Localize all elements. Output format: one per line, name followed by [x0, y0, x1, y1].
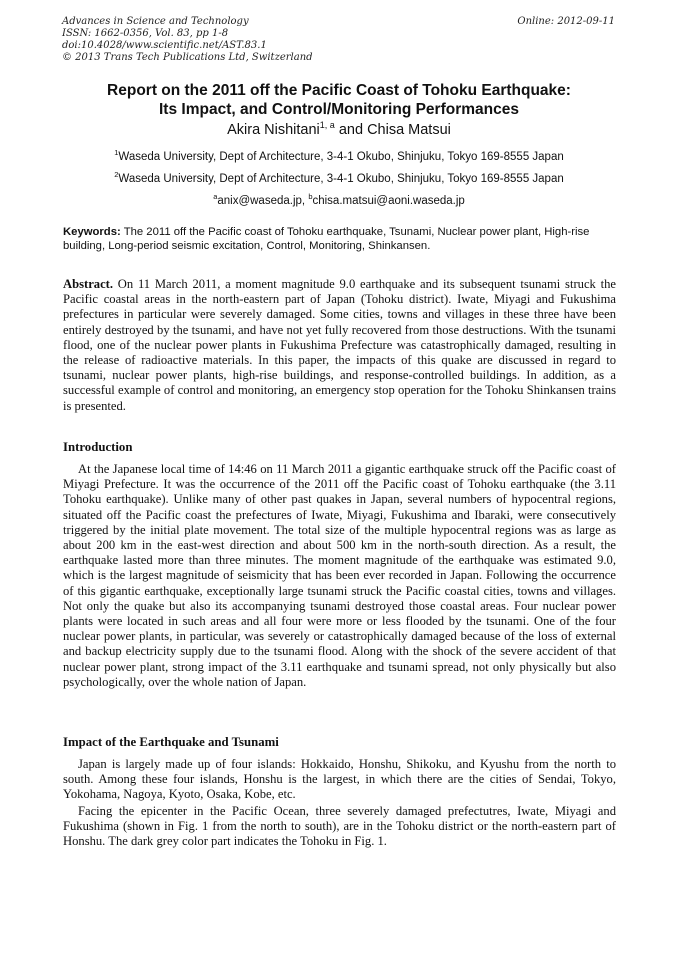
title-line-1: Report on the 2011 off the Pacific Coast of Tohoku Earthquake:: [107, 82, 571, 99]
issn: ISSN: 1662-0356, Vol. 83, pp 1-8: [62, 28, 229, 39]
copyright: © 2013 Trans Tech Publications Ltd, Switzerland: [62, 52, 313, 63]
email-b[interactable]: chisa.matsui@aoni.waseda.jp: [312, 195, 465, 207]
section-heading-introduction: Introduction: [63, 440, 133, 454]
abstract-label: Abstract.: [63, 277, 114, 291]
impact-paragraph-1: Japan is largely made up of four islands: Hokkaido, Honshu, Shikoku, and Kyushu from the north to south. Among these four islands, Honshu is the largest, in which there are the cities of Sendai, Tokyo, Yokohama, Nagoya, Kyoto, Osaka, Kobe, etc.: [63, 757, 616, 802]
affiliation-2: [40, 172, 638, 186]
journal-header: [62, 16, 313, 64]
keywords-label: Keywords:: [63, 226, 121, 238]
affiliation-1-text: Waseda University, Dept of Architecture, 3-4-1 Okubo, Shinjuku, Tokyo 169-8555 Japan: [118, 151, 564, 163]
author-1-superscript: 1, a: [319, 120, 335, 131]
impact-paragraph-2: Facing the epicenter in the Pacific Ocean, three severely damaged prefectutres, Iwate, Miyagi and Fukushima (shown in Fig. 1 from the north to south), are in the Tohoku district or the north-eastern part of Honshu. The dark grey color part indicates the Tohoku in Fig. 1.: [63, 804, 616, 849]
title-line-2: Its Impact, and Control/Monitoring Performances: [159, 101, 519, 118]
email-a-marker: a: [213, 192, 218, 202]
section-heading-impact: Impact of the Earthquake and Tsunami: [63, 735, 279, 749]
email-line: [40, 194, 638, 208]
author-line: [40, 121, 638, 139]
abstract-text: On 11 March 2011, a moment magnitude 9.0 earthquake and its subsequent tsunami struck the Pacific coastal areas in the north-eastern part of Japan (Tohoku district). Iwate, Miyagi and Fukushima prefectures in particular were severely damaged. Some cities, towns and villages in these three have been entirely destroyed by the tsunami, and have not yet fully recovered from those destructions. With the tsunami flood, one of the nuclear power plants in Fukushima Prefecture was catastrophically damaged, resulting in the release of radioactive materials. In this paper, the impacts of this quake are discussed in regard to tsunami, nuclear power plants, high-rise buildings, and response-controlled buildings. In addition, as a successful example of control and monitoring, an emergency stop operation for the Tohoku Shinkansen trains is presented.: [63, 277, 616, 413]
email-b-marker: b: [308, 192, 313, 202]
paper-title: [40, 81, 638, 119]
journal-name: Advances in Science and Technology: [62, 16, 249, 27]
abstract: [63, 277, 616, 414]
email-a[interactable]: anix@waseda.jp,: [217, 195, 306, 207]
affiliation-2-text: Waseda University, Dept of Architecture, 3-4-1 Okubo, Shinjuku, Tokyo 169-8555 Japan: [118, 173, 564, 185]
introduction-paragraph: At the Japanese local time of 14:46 on 11 March 2011 a gigantic earthquake struck off the Pacific coast of Miyagi Prefecture. It was the occurrence of the 2011 off the Pacific coast of Tohoku earthquake (the 3.11 Tohoku earthquake). Unlike many of other past quakes in Japan, several numbers of hypocentral regions, situated off the Pacific coast the prefectures of Iwate, Miyagi, Fukushima and Ibaraki, were consecutively triggered by the initial plate movement. The total size of the multiple hypocentral regions was as large as about 200 km in the east-west direction and about 500 km in the north-south direction. As a result, the earthquake lasted more than three minutes. The moment magnitude of the earthquake was estimated 9.0, which is the largest magnitude of seismicity that has been ever recorded in Japan. Following the occurrence of this gigantic earthquake, exceptionally large tsunami struck the Pacific coastal cities, towns and villages. Not only the quake but also its accompanying tsunami destroyed those coastal areas. Four nuclear power plants were located in such areas and all four were more or less flooded by the tsunami. One of the four nuclear power plants, in particular, was severely or catastrophically damaged because of the loss of external and backup electricity supply due to the tsunami flood. Along with the shock of the severe accident of that nuclear power plant, strong impact of the 3.11 earthquake and tsunami spread, not only physically but also psychologically, over the whole nation of Japan.: [63, 462, 616, 689]
online-date: Online: 2012-09-11: [517, 16, 615, 27]
keywords: [63, 225, 616, 253]
author-2: Chisa Matsui: [367, 122, 451, 138]
affiliation-2-marker: 2: [114, 170, 119, 180]
affiliation-1-marker: 1: [114, 148, 119, 158]
keywords-text: The 2011 off the Pacific coast of Tohoku earthquake, Tsunami, Nuclear power plant, High-rise building, Long-period seismic excitation, Control, Monitoring, Shinkansen.: [63, 226, 590, 252]
doi[interactable]: doi:10.4028/www.scientific.net/AST.83.1: [62, 40, 267, 51]
affiliation-1: [40, 150, 638, 164]
author-conjunction: and: [338, 122, 364, 138]
author-1: Akira Nishitani: [227, 122, 320, 138]
